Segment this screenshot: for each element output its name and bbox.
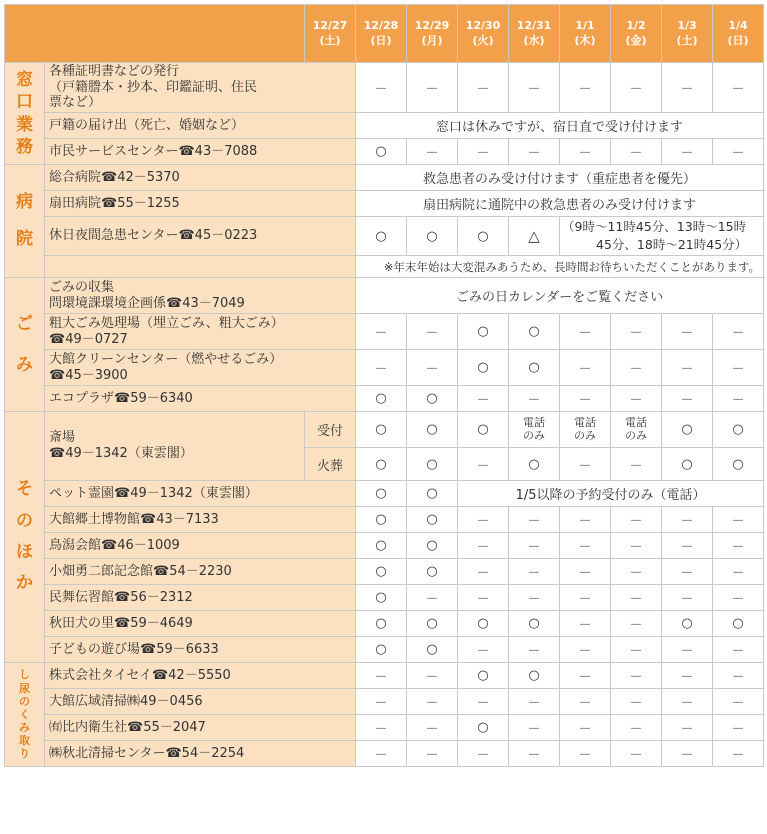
row-name: ㈱秋北清掃センター☎54－2254 (45, 741, 356, 767)
status-cell: － (407, 741, 458, 767)
status-cell: － (713, 715, 764, 741)
status-cell: － (713, 533, 764, 559)
row-name: ごみの収集 問環境課環境企画係☎43－7049 (45, 278, 356, 314)
table-row (5, 507, 764, 533)
row-name: 大館郷土博物館☎43－7133 (45, 507, 356, 533)
row-name: 子どもの遊び場☎59－6633 (45, 637, 356, 663)
row-name-empty (45, 256, 356, 278)
status-cell: － (662, 715, 713, 741)
status-cell: － (662, 741, 713, 767)
status-cell: － (713, 350, 764, 386)
status-cell: － (560, 611, 611, 637)
status-cell: － (611, 386, 662, 412)
table-row (5, 663, 764, 689)
status-cell: ○ (713, 448, 764, 481)
status-cell: ○ (407, 481, 458, 507)
status-cell: ○ (509, 663, 560, 689)
status-cell: ○ (356, 585, 407, 611)
status-cell: － (611, 741, 662, 767)
date-header: 12/29 (月) (407, 5, 458, 63)
status-cell: － (509, 63, 560, 113)
row-name: 民舞伝習館☎56－2312 (45, 585, 356, 611)
status-cell: － (662, 663, 713, 689)
status-cell: － (662, 314, 713, 350)
category-madoguchi: 窓 口 業 務 (5, 63, 45, 165)
status-cell: － (356, 741, 407, 767)
status-cell: － (611, 139, 662, 165)
status-cell: － (407, 139, 458, 165)
status-cell: ○ (356, 139, 407, 165)
status-cell: － (611, 663, 662, 689)
status-cell: － (458, 585, 509, 611)
date-header: 1/4 (日) (713, 5, 764, 63)
table-row (5, 63, 764, 113)
status-cell: － (713, 63, 764, 113)
status-cell: － (356, 63, 407, 113)
table-row (5, 715, 764, 741)
span-note: 窓口は休みですが、宿日直で受け付けます (356, 113, 764, 139)
status-cell: ○ (356, 448, 407, 481)
status-cell: － (713, 507, 764, 533)
status-cell: ○ (509, 314, 560, 350)
status-cell: ○ (407, 559, 458, 585)
status-cell: ○ (458, 314, 509, 350)
table-row (5, 139, 764, 165)
category-sonohoka: そ の ほ か (5, 412, 45, 663)
row-name: 休日夜間急患センター☎45－0223 (45, 217, 356, 256)
status-cell: － (458, 507, 509, 533)
table-row (5, 278, 764, 314)
status-cell: － (356, 350, 407, 386)
row-name: 秋田犬の里☎59－4649 (45, 611, 356, 637)
row-name: 鳥潟会館☎46－1009 (45, 533, 356, 559)
status-cell: ○ (356, 217, 407, 256)
status-cell: 電話 のみ (560, 412, 611, 448)
status-cell: － (713, 559, 764, 585)
date-header: 12/27 (土) (305, 5, 356, 63)
table-row (5, 741, 764, 767)
table-row (5, 611, 764, 637)
status-cell: － (611, 507, 662, 533)
status-cell: － (560, 533, 611, 559)
hours-note: （9時～11時45分、13時～15時 45分、18時～21時45分） (560, 217, 764, 256)
status-cell: － (713, 689, 764, 715)
status-cell: ○ (356, 412, 407, 448)
status-cell: － (560, 585, 611, 611)
date-header: 1/3 (土) (662, 5, 713, 63)
status-cell: ○ (509, 350, 560, 386)
status-cell: － (407, 663, 458, 689)
status-cell: － (560, 715, 611, 741)
row-name: 各種証明書などの発行 （戸籍謄本・抄本、印鑑証明、住民 票など） (45, 63, 356, 113)
status-cell: － (560, 689, 611, 715)
status-cell: － (713, 386, 764, 412)
status-cell: － (356, 715, 407, 741)
status-cell: － (509, 637, 560, 663)
status-cell: － (662, 139, 713, 165)
status-cell: ○ (407, 412, 458, 448)
status-cell: － (611, 715, 662, 741)
status-cell: － (458, 448, 509, 481)
table-row (5, 412, 764, 448)
status-cell: － (560, 139, 611, 165)
table-row (5, 113, 764, 139)
category-byouin: 病 院 (5, 165, 45, 278)
status-cell: － (509, 386, 560, 412)
row-name: 大館広域清掃㈱49－0456 (45, 689, 356, 715)
status-cell: ○ (458, 350, 509, 386)
status-cell: － (662, 559, 713, 585)
row-name: 大館クリーンセンター（燃やせるごみ） ☎45－3900 (45, 350, 356, 386)
status-cell: － (509, 139, 560, 165)
status-cell: － (356, 314, 407, 350)
status-cell: － (509, 533, 560, 559)
status-cell: － (713, 314, 764, 350)
date-header: 12/30 (火) (458, 5, 509, 63)
status-cell: ○ (356, 507, 407, 533)
status-cell: ○ (458, 715, 509, 741)
status-cell: － (509, 559, 560, 585)
sub-label: 受付 (305, 412, 356, 448)
status-cell: － (560, 559, 611, 585)
status-cell: － (662, 350, 713, 386)
status-cell: ○ (407, 637, 458, 663)
status-cell: ○ (509, 611, 560, 637)
table-row (5, 165, 764, 191)
status-cell: ○ (356, 611, 407, 637)
row-name: 小畑勇二郎記念館☎54－2230 (45, 559, 356, 585)
header-row (5, 5, 764, 63)
status-cell: ○ (356, 533, 407, 559)
row-name: ペット霊園☎49－1342（東雲閣） (45, 481, 356, 507)
status-cell: － (560, 637, 611, 663)
table-row (5, 386, 764, 412)
status-cell: ○ (662, 412, 713, 448)
status-cell: 電話 のみ (509, 412, 560, 448)
table-row (5, 637, 764, 663)
date-header: 1/1 (木) (560, 5, 611, 63)
status-cell: ○ (509, 448, 560, 481)
status-cell: － (407, 715, 458, 741)
status-cell: ○ (458, 611, 509, 637)
table-row (5, 191, 764, 217)
table-row (5, 217, 764, 256)
status-cell: － (662, 386, 713, 412)
sub-label: 火葬 (305, 448, 356, 481)
status-cell: － (713, 637, 764, 663)
status-cell: － (662, 689, 713, 715)
status-cell: ○ (407, 533, 458, 559)
status-cell: － (458, 386, 509, 412)
status-cell: － (458, 533, 509, 559)
row-name: ㈲比内衛生社☎55－2047 (45, 715, 356, 741)
status-cell: － (509, 715, 560, 741)
row-name: 株式会社タイセイ☎42－5550 (45, 663, 356, 689)
status-cell: ○ (713, 412, 764, 448)
status-cell: ○ (356, 481, 407, 507)
status-cell: ○ (662, 611, 713, 637)
table-row (5, 559, 764, 585)
status-cell: － (662, 533, 713, 559)
status-cell: ○ (458, 663, 509, 689)
status-cell: － (560, 63, 611, 113)
status-cell: － (662, 63, 713, 113)
status-cell: － (407, 689, 458, 715)
header-corner (5, 5, 305, 63)
status-cell: － (458, 559, 509, 585)
status-cell: － (458, 63, 509, 113)
date-header: 12/28 (日) (356, 5, 407, 63)
status-cell: － (407, 314, 458, 350)
status-cell: － (713, 139, 764, 165)
status-cell: ○ (407, 217, 458, 256)
table-row (5, 314, 764, 350)
table-row (5, 533, 764, 559)
row-name: 粗大ごみ処理場（埋立ごみ、粗大ごみ） ☎49－0727 (45, 314, 356, 350)
status-cell: － (662, 585, 713, 611)
status-cell: ○ (458, 217, 509, 256)
span-note: ごみの日カレンダーをご覧ください (356, 278, 764, 314)
date-header: 1/2 (金) (611, 5, 662, 63)
row-name: 戸籍の届け出（死亡、婚姻など） (45, 113, 356, 139)
status-cell: ○ (713, 611, 764, 637)
status-cell: － (662, 637, 713, 663)
status-cell: ○ (407, 611, 458, 637)
table-row (5, 585, 764, 611)
status-cell: ○ (356, 637, 407, 663)
status-cell: ○ (662, 448, 713, 481)
row-name: エコプラザ☎59－6340 (45, 386, 356, 412)
status-cell: － (713, 585, 764, 611)
status-cell: － (458, 139, 509, 165)
status-cell: － (713, 741, 764, 767)
status-cell: － (509, 507, 560, 533)
partial-symbol: △ (509, 217, 560, 256)
row-name: 総合病院☎42－5370 (45, 165, 356, 191)
status-cell: － (560, 314, 611, 350)
status-cell: － (458, 741, 509, 767)
schedule-table (4, 4, 764, 767)
status-cell: － (560, 507, 611, 533)
date-header: 12/31 (水) (509, 5, 560, 63)
status-cell: － (356, 689, 407, 715)
status-cell: ○ (356, 559, 407, 585)
status-cell: ○ (407, 448, 458, 481)
table-row (5, 256, 764, 278)
status-cell: － (407, 585, 458, 611)
status-cell: － (611, 611, 662, 637)
status-cell: － (611, 63, 662, 113)
status-cell: － (713, 663, 764, 689)
status-cell: － (662, 507, 713, 533)
status-cell: － (509, 689, 560, 715)
status-cell: － (509, 741, 560, 767)
table-row (5, 689, 764, 715)
status-cell: － (611, 533, 662, 559)
span-note: 扇田病院に通院中の救急患者のみ受け付けます (356, 191, 764, 217)
status-cell: － (560, 741, 611, 767)
row-name: 扇田病院☎55－1255 (45, 191, 356, 217)
status-cell: － (611, 637, 662, 663)
caution-note: ※年末年始は大変混みあうため、長時間お待ちいただくことがあります。 (356, 256, 764, 278)
status-cell: － (611, 559, 662, 585)
status-cell: － (560, 663, 611, 689)
status-cell: － (611, 350, 662, 386)
span-note: 救急患者のみ受け付けます（重症患者を優先） (356, 165, 764, 191)
status-cell: － (356, 663, 407, 689)
status-cell: ○ (407, 386, 458, 412)
status-cell: － (611, 314, 662, 350)
category-shinyou: し 尿 の く み 取 り (5, 663, 45, 767)
table-row (5, 481, 764, 507)
status-cell: － (560, 448, 611, 481)
status-cell: － (458, 689, 509, 715)
status-cell: － (611, 689, 662, 715)
status-cell: － (611, 585, 662, 611)
row-name: 市民サービスセンター☎43－7088 (45, 139, 356, 165)
status-cell: － (407, 350, 458, 386)
category-gomi: ご み (5, 278, 45, 412)
status-cell: － (560, 386, 611, 412)
row-name: 斎場 ☎49－1342（東雲閣） (45, 412, 305, 481)
status-cell: － (458, 637, 509, 663)
status-cell: － (407, 63, 458, 113)
status-cell: － (560, 350, 611, 386)
status-cell: ○ (407, 507, 458, 533)
span-note: 1/5以降の予約受付のみ（電話） (458, 481, 764, 507)
status-cell: 電話 のみ (611, 412, 662, 448)
status-cell: ○ (356, 386, 407, 412)
status-cell: － (509, 585, 560, 611)
status-cell: － (611, 448, 662, 481)
status-cell: ○ (458, 412, 509, 448)
table-row (5, 350, 764, 386)
